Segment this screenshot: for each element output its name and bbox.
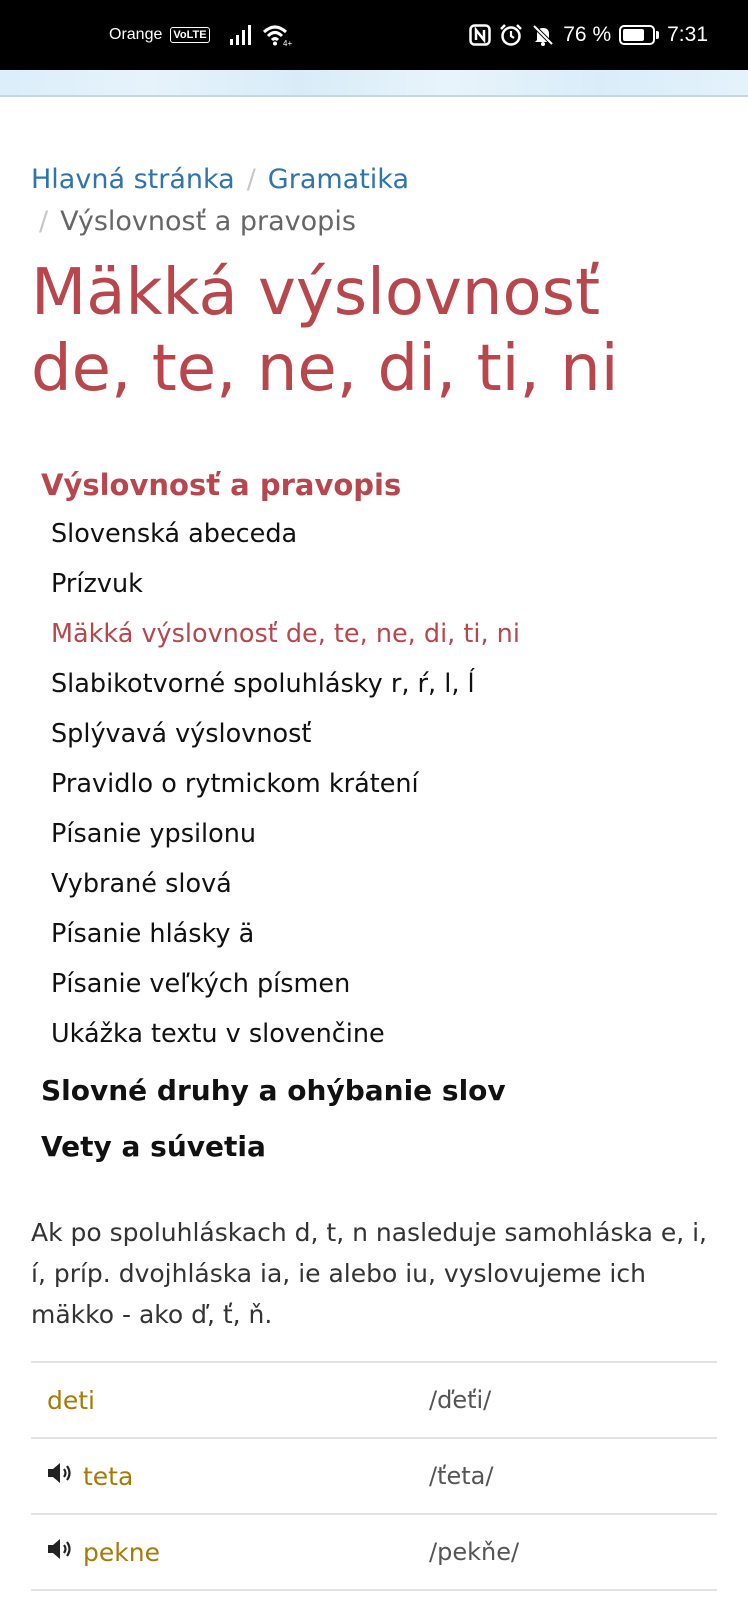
table-row: [31, 1438, 717, 1514]
table-row: [31, 1514, 717, 1590]
table-row: [31, 1362, 717, 1438]
battery-icon: [619, 25, 659, 45]
nav-list: [41, 509, 721, 1059]
nav-item-slovenska-abeceda[interactable]: Slovenská abeceda: [51, 519, 298, 549]
wifi-icon: [262, 24, 292, 46]
page-title-line-2: de, te, ne, di, ti, ni: [31, 332, 619, 406]
mute-bell-icon: [531, 23, 555, 47]
alarm-icon: [499, 23, 523, 47]
nav-group-heading[interactable]: Výslovnosť a pravopis: [41, 468, 402, 502]
nav-item-makka-vyslovnost[interactable]: Mäkká výslovnosť de, te, ne, di, ti, ni: [51, 619, 520, 649]
status-bar: [0, 0, 748, 70]
pronunciation: /pekňe/: [429, 1538, 520, 1566]
volte-badge: VoLTE: [170, 27, 209, 43]
pronunciation: /ťeta/: [429, 1462, 494, 1490]
example-word-cell: [31, 1362, 429, 1438]
nav-item-rytmicke-kratenie[interactable]: Pravidlo o rytmickom krátení: [51, 769, 419, 799]
page-title: [31, 255, 731, 407]
status-right: [469, 0, 708, 70]
breadcrumb-grammar-link[interactable]: Gramatika: [267, 164, 410, 195]
breadcrumb-separator: /: [246, 164, 256, 195]
nav-section-slovne-druhy[interactable]: Slovné druhy a ohýbanie slov: [41, 1074, 506, 1107]
site-header-banner: [0, 70, 748, 97]
intro-paragraph: Ak po spoluhláskach d, t, n nasleduje samohláska e, i, í, príp. dvojhláska ia, ie alebo iu, vyslovujeme ich mäkko - ako ď, ť, ň.: [31, 1218, 708, 1329]
breadcrumb-home-link[interactable]: Hlavná stránka: [31, 164, 235, 195]
speaker-icon[interactable]: [47, 1461, 75, 1490]
example-word-cell: [31, 1438, 429, 1514]
nav-item-vybrane-slova[interactable]: Vybrané slová: [51, 869, 232, 899]
battery-tip: [656, 31, 659, 39]
nfc-icon: [469, 24, 491, 46]
breadcrumb: [31, 159, 721, 243]
clock: 7:31: [667, 23, 708, 46]
nav-item-splyvava-vyslovnost[interactable]: Splývavá výslovnosť: [51, 719, 312, 749]
nav-item-ukazka-textu[interactable]: Ukážka textu v slovenčine: [51, 1019, 385, 1049]
example-word: deti: [47, 1385, 95, 1415]
nav-section-vety-a-suvetia[interactable]: Vety a súvetia: [41, 1130, 266, 1163]
breadcrumb-line-2: [31, 201, 721, 243]
signal-icon: [230, 25, 254, 45]
status-left: [109, 0, 292, 70]
breadcrumb-separator: /: [39, 206, 49, 237]
examples-table: [31, 1361, 717, 1591]
page-title-line-1: Mäkká výslovnosť: [31, 256, 601, 330]
battery-percent: 76 %: [563, 23, 612, 46]
topic-navigation: [41, 465, 721, 1059]
example-word[interactable]: teta: [83, 1461, 134, 1491]
battery-outline: [619, 25, 655, 45]
nav-item-pisanie-ypsilonu[interactable]: Písanie ypsilonu: [51, 819, 257, 849]
example-word[interactable]: pekne: [83, 1537, 160, 1567]
battery-fill: [623, 29, 644, 41]
nav-item-pisanie-velkych-pismen[interactable]: Písanie veľkých písmen: [51, 969, 351, 999]
pronunciation: /ďeťi/: [429, 1386, 492, 1414]
carrier-name: Orange: [109, 26, 163, 43]
nav-item-pisanie-hlasky-a[interactable]: Písanie hlásky ä: [51, 919, 255, 949]
speaker-icon[interactable]: [47, 1537, 75, 1566]
svg-text:4+: 4+: [282, 39, 292, 46]
breadcrumb-current: Výslovnosť a pravopis: [60, 206, 356, 237]
nav-item-slabikotvorne-spoluhlasky[interactable]: Slabikotvorné spoluhlásky r, ŕ, l, ĺ: [51, 669, 475, 699]
nav-item-prizvuk[interactable]: Prízvuk: [51, 569, 143, 599]
example-word-cell: [31, 1514, 429, 1590]
